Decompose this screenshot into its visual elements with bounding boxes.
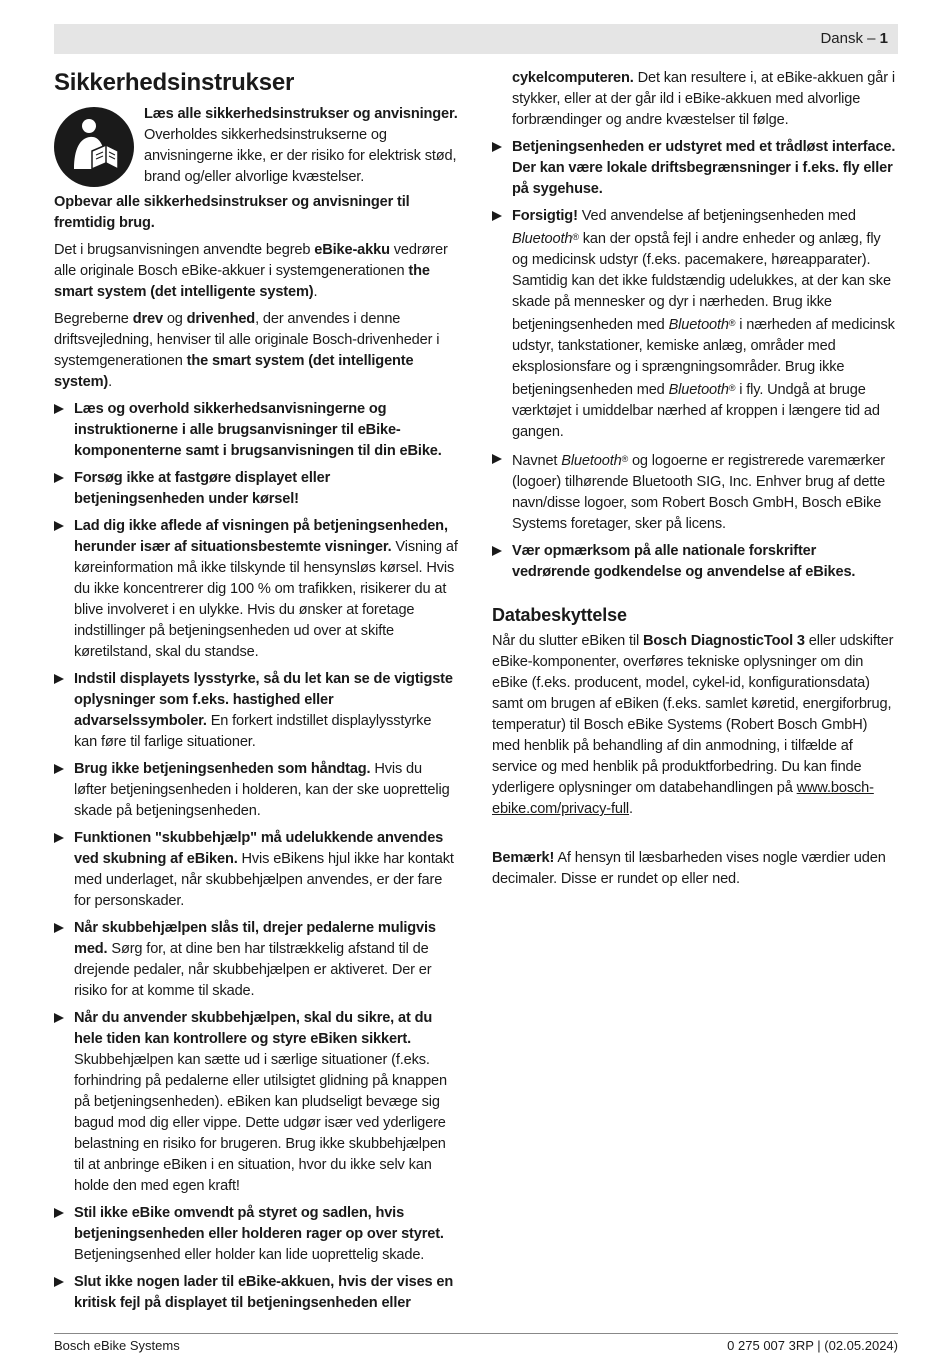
- list-item: Stil ikke eBike omvendt på styret og sadlen, hvis betjeningsenheden eller holderen rager op over styret. Betjeningsenhed eller holder kan lide uoprettelig skade.: [54, 1203, 458, 1266]
- bullet-arrow-icon: [54, 764, 64, 774]
- right-column: [492, 68, 898, 896]
- list-item: Brug ikke betjeningsenheden som håndtag. Hvis du løfter betjeningsenheden i holderen, kan der ske uoprettelig skade på betjeningsenheden.: [54, 759, 458, 822]
- intro-block: [54, 104, 458, 188]
- bullet-arrow-icon: [54, 521, 64, 531]
- intro-rest: Overholdes sikkerhedsinstrukserne og anvisningerne ikke, er der risiko for elektrisk stød, brand og/eller alvorlige kvæstelser.: [144, 127, 457, 185]
- footer-divider: [54, 1333, 898, 1334]
- bullet-arrow-icon: [54, 674, 64, 684]
- header-bar: [54, 24, 898, 54]
- ebike-akku-definition: Det i brugsanvisningen anvendte begreb eBike-akku vedrører alle originale Bosch eBike-akkuer i systemgenerationen the smart system (det intelligente system).: [54, 242, 448, 300]
- keep-instructions-note: Opbevar alle sikkerhedsinstrukser og anvisninger til fremtidig brug.: [54, 194, 410, 231]
- decimals-note: Bemærk! Af hensyn til læsbarheden vises nogle værdier uden decimaler. Disse er rundet op eller ned.: [492, 850, 886, 887]
- bullet-arrow-icon: [54, 1013, 64, 1023]
- list-item: Forsøg ikke at fastgøre displayet eller betjeningsenheden under kørsel!: [54, 468, 458, 510]
- header-separator: –: [862, 30, 880, 47]
- read-manual-icon: [54, 107, 134, 187]
- list-item: Når du anvender skubbehjælpen, skal du sikre, at du hele tiden kan kontrollere og styre eBiken sikkert. Skubbehjælpen kan sætte ud i særlige situationer (f.eks. forhindring på pedalerne eller utilsigtet glidning på knappen på betjeningsenheden). eBiken kan pludseligt bevæge sig bagud mod dig eller vippe. Dette udgør især ved yderligere belastning en risiko for brugeren. Brug ikke skubbehjælpen til at anbringe eBiken i en situation, hvor du ikke selv kan holde den med egen kraft!: [54, 1008, 458, 1197]
- footer-doc-id: 0 275 007 3RP | (02.05.2024): [727, 1338, 898, 1353]
- privacy-paragraph: Når du slutter eBiken til Bosch DiagnosticTool 3 eller udskifter eBike-komponenter, overføres tekniske oplysninger om din eBike (f.eks. producent, model, cykel-id, konfigurationsdata) samt om brugen af eBiken (f.eks. samlet køretid, energiforbrug, temperatur) til Bosch eBike Systems (Robert Bosch GmbH) med henblik på behandling af din anmodning, i tilfælde af service og med henblik på produktforbedring. Du kan finde yderligere oplysninger om databehandlingen på www.bosch-ebike.com/privacy-full.: [492, 633, 894, 817]
- bullet-arrow-icon: [492, 454, 502, 464]
- left-column: [54, 68, 458, 1320]
- list-item: Slut ikke nogen lader til eBike-akkuen, hvis der vises en kritisk fejl på displayet til betjeningsenheden eller: [54, 1272, 458, 1314]
- list-item: Forsigtig! Ved anvendelse af betjeningsenheden med Bluetooth® kan der opstå fejl i andre enheder og anlæg, fly og medicinsk udstyr (f.eks. pacemakere, høreapparater). Samtidig kan det ikke fuldstændig udelukkes, at der kan ske skade på mennesker og dyr i nærheden. Brug ikke betjeningsenheden med Bluetooth® i nærheden af medicinsk udstyr, tankstationer, kemiske anlæg, områder med eksplosionsfare og i sprængningsområder. Brug ikke betjeningsenheden med Bluetooth® i fly. Undgå at bruge værktøjet i umiddelbar nærhed af kroppen i længere tid ad gangen.: [492, 206, 898, 443]
- bullet-arrow-icon: [54, 404, 64, 414]
- page-title: Sikkerhedsinstrukser: [54, 69, 295, 96]
- bullet-arrow-icon: [54, 473, 64, 483]
- bullet-arrow-icon: [54, 923, 64, 933]
- footer-brand: Bosch eBike Systems: [54, 1338, 180, 1353]
- list-item-continuation: cykelcomputeren. Det kan resultere i, at eBike-akkuen går i stykker, eller at der går ild i eBike-akkuen med alvorlige forbrændinger og andre kvæstelser til følge.: [512, 70, 895, 128]
- drive-definition: Begreberne drev og drivenhed, der anvendes i denne driftsvejledning, henviser til alle originale Bosch-drivenheder i systemgenerationen the smart system (det intelligente system).: [54, 311, 440, 390]
- privacy-link[interactable]: www.bosch-ebike.com/privacy-full: [492, 780, 874, 817]
- list-item: Funktionen "skubbehjælp" må udelukkende anvendes ved skubning af eBiken. Hvis eBikens hjul ikke har kontakt med underlaget, når skubbehjælpen anvendes, er der fare for personskader.: [54, 828, 458, 912]
- bullet-arrow-icon: [492, 142, 502, 152]
- page-header: [820, 30, 888, 47]
- list-item: Navnet Bluetooth® og logoerne er registrerede varemærker (logoer) tilhørende Bluetooth SIG, Inc. Enhver brug af dette navn/disse logoer, som Robert Bosch GmbH, Bosch eBike Systems foretager, sker på licens.: [492, 449, 898, 535]
- privacy-heading: Databeskyttelse: [492, 605, 627, 625]
- list-item: Betjeningsenheden er udstyret med et trådløst interface. Der kan være lokale driftsbegrænsninger i f.eks. fly eller på sygehuse.: [492, 137, 898, 200]
- list-item: Når skubbehjælpen slås til, drejer pedalerne muligvis med. Sørg for, at dine ben har tilstrækkelig afstand til de drejende pedaler, når skubbehjælpen er aktiveret. Der er risiko for at komme til skade.: [54, 918, 458, 1002]
- bullet-arrow-icon: [54, 1277, 64, 1287]
- bullet-arrow-icon: [492, 211, 502, 221]
- intro-text: [144, 104, 458, 188]
- list-item: Læs og overhold sikkerhedsanvisningerne og instruktionerne i alle brugsanvisninger til eBike-komponenterne samt i brugsanvisningen til din eBike.: [54, 399, 458, 462]
- bullet-arrow-icon: [492, 546, 502, 556]
- list-item: Lad dig ikke aflede af visningen på betjeningsenheden, herunder især af situationsbestemte visninger. Visning af køreinformation må ikke tilskynde til hensynsløs kørsel. Hvis du ikke koncentrerer dig 100 % om trafikken, risikerer du at blive involveret i en ulykke. Hvis du ønsker at foretage indstillinger på betjeningsenheden ud over at skifte køretilstand, skal du standse.: [54, 516, 458, 663]
- page-number: 1: [879, 30, 888, 47]
- list-item: Vær opmærksom på alle nationale forskrifter vedrørende godkendelse og anvendelse af eBikes.: [492, 541, 898, 583]
- safety-list-right: [492, 137, 898, 583]
- intro-bold: Læs alle sikkerhedsinstrukser og anvisninger.: [144, 106, 458, 122]
- safety-list-left: [54, 399, 458, 1314]
- bullet-arrow-icon: [54, 1208, 64, 1218]
- list-item: Indstil displayets lysstyrke, så du let kan se de vigtigste oplysninger som f.eks. hastighed eller advarselssymboler. En forkert indstillet displaylysstyrke kan føre til farlige situationer.: [54, 669, 458, 753]
- bullet-arrow-icon: [54, 833, 64, 843]
- header-language: Dansk: [820, 30, 863, 47]
